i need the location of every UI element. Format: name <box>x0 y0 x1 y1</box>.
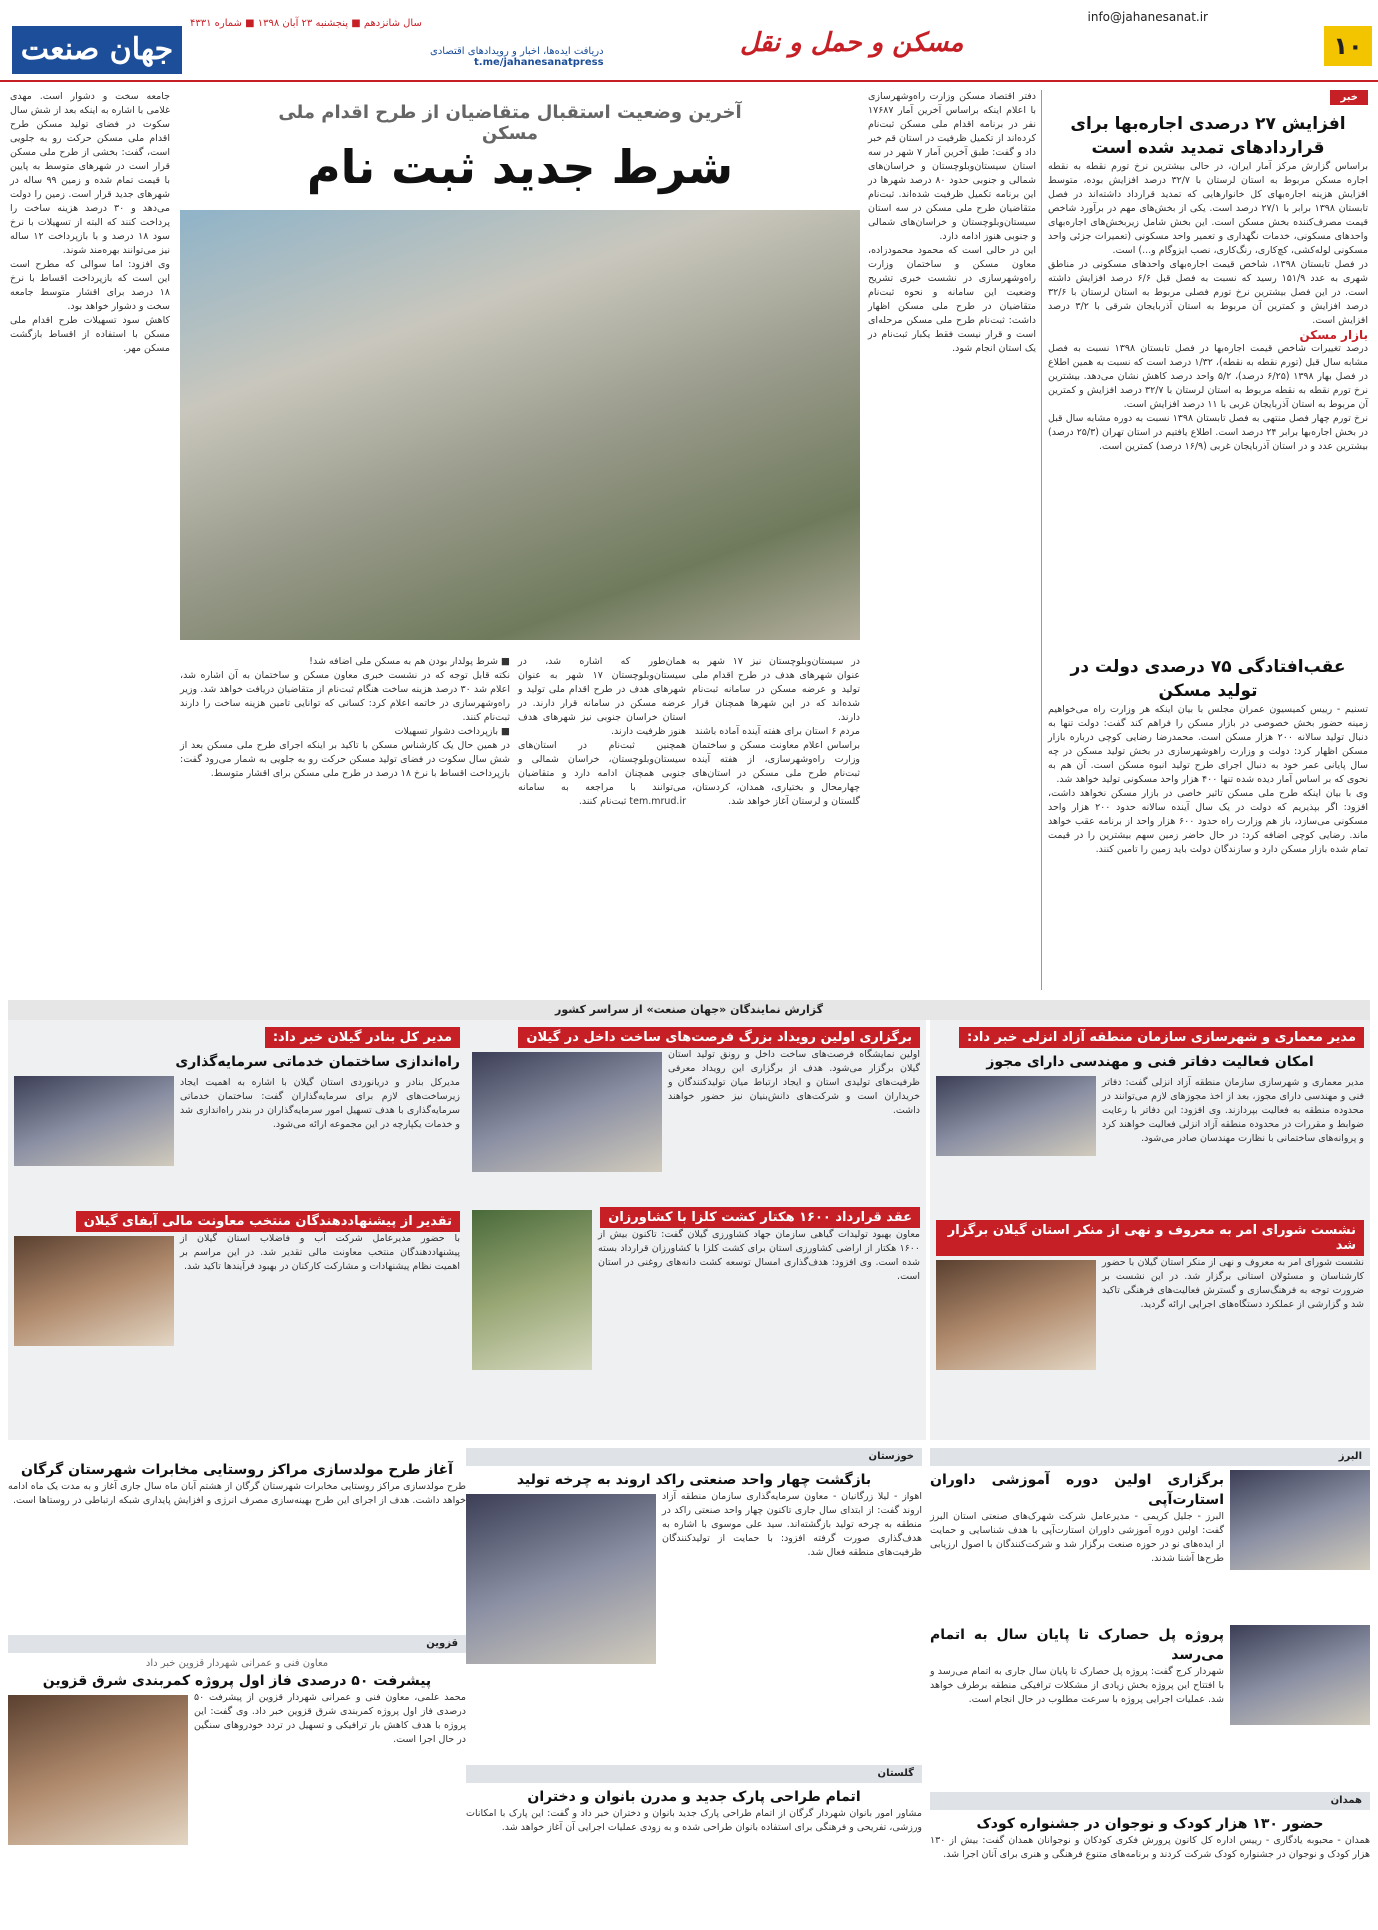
region-khuzestan: خوزستان <box>466 1448 922 1466</box>
grey-middle-bar: برگزاری اولین رویداد بزرگ فرصت‌های ساخت داخل در گیلان <box>518 1027 920 1048</box>
region-golestan: گلستان <box>466 1765 922 1783</box>
bottom-middle-head: بازگشت چهار واحد صنعتی راکد اروند به چرخه تولید <box>516 1472 872 1488</box>
bottom-left-story-2 <box>8 1657 466 1927</box>
main-col-d <box>518 655 686 985</box>
main-col-c <box>692 655 860 985</box>
region-hamedan: همدان <box>930 1792 1370 1810</box>
right-subhead: بازار مسکن <box>1299 328 1368 342</box>
right-body-5: تسنیم - رییس کمیسیون عمران مجلس با بیان اینکه هر وزارت راه می‌خواهیم زمینه حضور بخش خصوصی در بازار مسکن را فراهم کند گفت: دولت تنها به دنبال تولید سالانه ۲۰۰ هزار مسکن است. محمدرضا رضایی کوچی درباره بازار مسکن اظهار کرد: دولت و وزارت راهوشهرسازی در بخش تولید مسکن در چه سال پایانی عمر خود به دنبال اجرای طرح تولید انبوه مسکن است. آن هم به نحوی که بر اساس آمار دیده شده تنها ۴۰۰ هزار واحد مسکونی تولید خواهد شد. <box>1044 704 1368 785</box>
bottom-right-body-2: شهردار کرج گفت: پروژه پل حصارک تا پایان سال جاری به اتمام می‌رسد و با افتتاح این پروژه بخش زیادی از مشکلات ترافیکی منطقه برطرف خواهد شد. عملیات اجرایی پروژه با سرعت مطلوب در حال انجام است. <box>926 1666 1224 1705</box>
right-body-1: براساس گزارش مرکز آمار ایران، در حالی بیشترین نرخ تورم نقطه به نقطه اجاره مسکن مربوط به استان لرستان با ۳۲/۷ درصد افزایش بوده، متوسط افزایش هزینه اجاره‌بهای کل خانوارهایی که تمدید قرارداد داشته‌اند در فصل تابستان ۱۳۹۸ برابر با ۲۷/۱ درصد است. یکی از بخش‌های مهم در برآورد شاخص قیمت مصرف‌کننده بخش مسکن است. این بخش شامل زیربخش‌های اجاره‌بهای واحدهای مسکونی، خدمات نگهداری و تعمیر واحد مسکونی (تعمیرات جزئی واحد مسکونی لوله‌کشی، کچ‌کاری، رنگ‌کاری، نصب ایزوگام و...) است. <box>1044 161 1369 256</box>
bottom-middle-body: اهواز - لیلا زرگانیان - معاون سرمایه‌گذاری سازمان منطقه آزاد اروند گفت: از ابتدای سال جاری تاکنون چهار واحد صنعتی راکد در منطقه به چرخه تولید بازگشته‌اند. سید علی موسوی با اشاره به هدف‌گذاری صورت گرفته افزود: با حمایت از تولیدکنندگان ظرفیت‌های منطقه فعال شد. <box>658 1491 922 1558</box>
middle-photo-2 <box>472 1210 592 1370</box>
bottom-middle-head-2: اتمام طراحی پارک جدید و مدرن بانوان و دختران <box>527 1789 861 1805</box>
region-qazvin: قزوین <box>8 1635 466 1653</box>
section-title: مسکن و حمل و نقل <box>740 28 964 58</box>
alborz-photo <box>1230 1470 1370 1570</box>
grey-box-left <box>8 1020 466 1440</box>
grey-left-bar: مدیر کل بنادر گیلان خبر داد: <box>265 1027 460 1048</box>
bottom-right-head-2: پروژه پل حصارک تا پایان سال به اتمام می‌رسد <box>930 1627 1224 1663</box>
column-divider <box>1041 90 1042 990</box>
page-header <box>0 0 1378 82</box>
right-body-4: نرخ تورم چهار فصل منتهی به فصل تابستان ۱۳۹۸ نسبت به دوره مشابه سال قبل در بخش اجاره‌بها برابر ۲۴ درصد است. اطلاع یافتیم در استان تهران (۲۵/۳ درصد) بیشترین عدد و در استان آذربایجان غربی (۱۶/۹ درصد) کمترین است. <box>1044 413 1368 452</box>
grey-left-body-2: با حضور مدیرعامل شرکت آب و فاضلاب استان گیلان از پیشنهاددهندگان منتخب معاونت مالی تقدیر شد. در این مراسم بر اهمیت نظام پیشنهادات و مشارکت کارکنان در بهبود فرآیندها تاکید شد. <box>176 1233 460 1272</box>
bottom-right-story-1 <box>926 1470 1370 1620</box>
email-address[interactable]: info@jahanesanat.ir <box>1087 10 1208 24</box>
page-number: ۱۰ <box>1324 26 1372 66</box>
grey-right-head: امکان فعالیت دفاتر فنی و مهندسی دارای مجوز <box>986 1054 1314 1070</box>
bottom-middle-story-1 <box>466 1470 922 1760</box>
grey-middle-body-2: معاون بهبود تولیدات گیاهی سازمان جهاد کشاورزی گیلان گفت: تاکنون بیش از ۱۶۰۰ هکتار از اراضی کشاورزی استان برای کشت کلزا با کشاورزان قرارداد بسته شده است. وی افزود: هدف‌گذاری امسال توسعه کشت دانه‌های روغنی در استان است. <box>594 1229 920 1282</box>
bottom-left-body: طرح مولدسازی مراکز روستایی مخابرات شهرستان گرگان از هشتم آبان ماه سال جاری آغاز و به مدت یک ماه ادامه خواهد داشت. هدف از اجرای این طرح بهینه‌سازی مصرف انرژی و افزایش پایداری شبکه ارتباطی در روستاها است. <box>4 1481 466 1506</box>
grey-right-bar: مدیر معماری و شهرسازی سازمان منطقه آزاد انزلی خبر داد: <box>959 1027 1364 1048</box>
main-col-c-text: در سیستان‌وبلوچستان نیز ۱۷ شهر به عنوان شهرهای هدف در طرح اقدام ملی تولید و عرضه مسکن در سامانه ثبت‌نام شده‌اند که در این شهرها همچنان قرار دارند. مردم ۶ استان برای هفته آینده آماده باشند براساس اعلام معاونت مسکن و ساختمان وزارت راه‌وشهرسازی، از هفته آینده ثبت‌نام طرح ملی مسکن در استان‌های چهارمحال و بختیاری، همدان، کردستان، گلستان و لرستان آغاز خواهد شد. <box>692 656 860 807</box>
main-col-b <box>10 90 170 990</box>
issue-meta: سال شانزدهم ■ پنجشنبه ۲۳ آبان ۱۳۹۸ ■ شماره ۴۳۳۱ <box>190 18 422 29</box>
bottom-right-body-3: همدان - محبوبه یادگاری - رییس اداره کل کانون پرورش فکری کودکان و نوجوانان همدان گفت: بیش از ۱۳۰ هزار کودک و نوجوان در جشنواره کودک شرکت کردند و برنامه‌های متنوع فرهنگی و هنری برای آنان اجرا شد. <box>926 1835 1370 1860</box>
region-alborz: البرز <box>930 1448 1370 1466</box>
bottom-left-kicker: معاون فنی و عمرانی شهردار قزوین خبر داد <box>145 1658 329 1669</box>
main-col-b-text: جامعه سخت و دشوار است. مهدی غلامی با اشاره به اینکه بعد از شش سال سکوت در فضای تولید مسکن طرح اقدام ملی مسکن حرکت رو به جلویی است، گفت: بخشی از طرح ملی مسکن قرار است در شهرهای متوسط به پایین با قیمت تمام شده و زمین ۹۹ ساله در شهرهای جدید قرار است. زمین را دولت می‌دهد و ۳۰ درصد هزینه ساخت را پرداخت کنند که البته از تسهیلات با نرخ سود ۱۸ درصد و با بازپرداخت ۱۲ ساله نیز می‌توانند بهره‌مند شوند. وی افزود: اما سوالی که مطرح است این است که بازپرداخت اقساط با نرخ ۱۸ درصد برای اقشار متوسط جامعه سخت و دشوار خواهد بود. کاهش سود تسهیلات طرح اقدام ملی مسکن با استفاده از اقساط بازگشت مسکن مهر. <box>10 91 170 354</box>
bottom-right-story-3 <box>926 1814 1370 1924</box>
khuzestan-photo <box>466 1494 656 1664</box>
reports-band: گزارش نمایندگان «جهان صنعت» از سراسر کشور <box>8 1000 1370 1020</box>
grey-left-bar-2: تقدیر از پیشنهاددهندگان منتخب معاونت مالی آبفای گیلان <box>76 1211 460 1232</box>
right-photo-2 <box>936 1260 1096 1370</box>
karaj-photo <box>1230 1625 1370 1725</box>
grey-right-body-2: نشست شورای امر به معروف و نهی از منکر استان گیلان با حضور کارشناسان و مسئولان استانی برگزار شد. در این نشست بر ضرورت توجه به فرهنگ‌سازی و گسترش فعالیت‌های فرهنگی تاکید شد و گزارشی از عملکرد دستگاه‌های اجرایی ارائه گردید. <box>1098 1257 1364 1310</box>
main-col-e <box>180 655 510 985</box>
bottom-left-head: آغاز طرح مولدسازی مراکز روستایی مخابرات شهرستان گرگان <box>21 1462 453 1478</box>
bottom-left-head-2: پیشرفت ۵۰ درصدی فاز اول پروژه کمربندی شرق قزوین <box>42 1673 432 1689</box>
city-buildings-photo <box>180 210 860 640</box>
main-col-a-text: دفتر اقتصاد مسکن وزارت راه‌وشهرسازی با اعلام اینکه براساس آخرین آمار ۱۷۶۸۷ نفر در برنامه اقدام ملی مسکن ثبت‌نام کرده‌اند از تکمیل ظرفیت در استان قم خبر داد و گفت: طبق آخرین آمار ۷ شهر در سه استان سیستان‌وبلوچستان و خراسان‌های شمالی و جنوبی حدود ۸۰ درصد شهرها در این برنامه تکمیل ظرفیت شده‌اند. ثبت‌نام متقاضیان طرح ملی مسکن در سه استان سیستان‌وبلوچستان و خراسان‌های شمالی و جنوبی هنوز ادامه دارد. این در حالی است که محمود محمودزاده، معاون مسکن و ساختمان وزارت راه‌وشهرسازی در نشست خبری تشریح وضعیت این سامانه و نحوه ثبت‌نام متقاضیان در طرح ملی مسکن اظهار داشت: ثبت‌نام طرح ملی مسکن مرحله‌ای است و قرار نیست فقط یکبار ثبت‌نام در یک استان انجام شود. <box>868 91 1037 354</box>
right-column-story <box>1044 112 1369 652</box>
right-photo-1 <box>936 1076 1096 1156</box>
telegram-link[interactable]: t.me/jahanesanatpress <box>474 57 604 68</box>
telegram-note <box>430 46 604 68</box>
grey-right-bar-2: نشست شورای امر به معروف و نهی از منکر استان گیلان برگزار شد <box>936 1220 1364 1256</box>
grey-left-head: راه‌اندازی ساختمان خدماتی سرمایه‌گذاری <box>175 1054 460 1070</box>
left-photo-2 <box>14 1236 174 1346</box>
right-body-3: درصد تغییرات شاخص قیمت اجاره‌بها در فصل تابستان ۱۳۹۸ نسبت به فصل مشابه سال قبل (تورم نقطه به نقطه)، ۱/۳۲ درصد است که نسبت به همین اطلاع در فصل بهار ۱۳۹۸ (۶/۲۵ درصد)، ۵/۲ واحد درصد کاهش نشان می‌دهد. بیشترین نرخ تورم نقطه به نقطه مربوط به استان لرستان با ۳۲/۷ درصد افزایش و کمترین آن مربوط به استان آذربایجان غربی با ۱۱ درصد افزایش است. <box>1044 343 1369 410</box>
main-col-d-text: همان‌طور که اشاره شد، در سیستان‌وبلوچستان ۱۷ شهر به عنوان شهرهای هدف در طرح اقدام ملی تولید و عرضه مسکن در سامانه قرار دارند. در استان خراسان جنوبی نیز شهرهای هدف هنوز ظرفیت دارند. همچنین ثبت‌نام در استان‌های سیستان‌وبلوچستان، خراسان شمالی و جنوبی همچنان ادامه دارد و متقاضیان می‌توانند با مراجعه به سامانه tem.mrud.ir ثبت‌نام کنند. <box>518 656 687 807</box>
right-headline-2: عقب‌افتادگی ۷۵ درصدی دولت در تولید مسکن <box>1070 657 1346 701</box>
news-tag: خبر <box>1330 90 1368 105</box>
right-body-2: در فصل تابستان ۱۳۹۸، شاخص قیمت اجاره‌بهای واحدهای مسکونی در مناطق شهری به عدد ۱۵۱/۹ رسید که نسبت به فصل قبل ۶/۶ درصد افزایش داشته است. در این فصل بیشترین نرخ تورم فصلی مربوط به استان لرستان با ۳۲/۶ درصد افزایش و کمترین آن مربوط به استان آذربایجان شرقی با ۳/۲ درصد افزایش است. <box>1044 259 1368 326</box>
grey-middle-body: اولین نمایشگاه فرصت‌های ساخت داخل و رونق تولید استان گیلان برگزار می‌شود. هدف از برگزاری این رویداد معرفی ظرفیت‌های تولیدی استان و ایجاد ارتباط میان تولیدکنندگان و خریداران است و شرکت‌های دانش‌بنیان نیز حضور خواهند داشت. <box>664 1049 921 1116</box>
telegram-note-text: دریافت ایده‌ها، اخبار و رویدادهای اقتصادی <box>430 46 604 57</box>
grey-box-middle <box>466 1020 926 1440</box>
main-col-a <box>868 90 1036 650</box>
grey-middle-bar-2: عقد قرارداد ۱۶۰۰ هکتار کشت کلزا با کشاورزان <box>600 1207 920 1228</box>
bottom-right-head-3: حضور ۱۳۰ هزار کودک و نوجوان در جشنواره کودک <box>976 1816 1324 1832</box>
right-column-story-2 <box>1044 655 1369 985</box>
grey-left-body: مدیرکل بنادر و دریانوردی استان گیلان با اشاره به اهمیت ایجاد زیرساخت‌های لازم برای سرمایه‌گذاران گفت: ساختمان خدماتی سرمایه‌گذاری با هدف تسهیل امور سرمایه‌گذاران در بندر راه‌اندازی شد و خدمات یکپارچه در این مجموعه ارائه می‌شود. <box>176 1077 460 1130</box>
right-headline: افزایش ۲۷ درصدی اجاره‌بها برای قراردادهای تمدید شده است <box>1070 114 1346 158</box>
bottom-right-head: برگزاری اولین دوره آموزشی داوران استارت‌آپی <box>930 1472 1224 1508</box>
main-col-e-text: ■ شرط پولدار بودن هم به مسکن ملی اضافه شد! نکته قابل توجه که در نشست خبری معاون مسکن و ساختمان به آن اشاره شد، اعلام شد ۳۰ درصد هزینه ساخت هنگام ثبت‌نام از متقاضیان دریافت خواهد شد. وزیر راه‌وشهرسازی در خاتمه اعلام کرد: کسانی که توانایی تامین هزینه ساخت را دارند ثبت‌نام کنند. ■ بازپرداخت دشوار تسهیلات در همین حال یک کارشناس مسکن با تاکید بر اینکه اجرای طرح ملی مسکن بعد از شش سال سکوت در فضای تولید مسکن حرکت رو به جلویی به شمار می‌رود گفت: بازپرداخت اقساط با نرخ ۱۸ درصد در طرح ملی مسکن برای اقشار متوسط. <box>180 656 510 779</box>
bottom-left-body-2: محمد علمی، معاون فنی و عمرانی شهردار قزوین از پیشرفت ۵۰ درصدی فاز اول پروژه کمربندی شرق قزوین خبر داد. وی گفت: این پروژه با هدف کاهش بار ترافیکی و تسهیل در تردد خودروهای سنگین در حال اجرا است. <box>190 1692 466 1745</box>
right-body-6: وی با بیان اینکه طرح ملی مسکن تاثیر خاصی در بازار مسکن نخواهد داشت، افزود: اگر بپذیریم که دولت در یک سال آینده سالانه حدود ۲۰۰ هزار واحد مسکونی می‌سازد، باز هم وزارت راه حدود ۶۰۰ هزار واحد از برنامه عقب خواهد ماند. رضایی کوچی اضافه کرد: در حال حاضر زمین سهم بیشترین را در قیمت تمام شده بازار مسکن دارد و سازندگان دولت باید زمین را تامین کنند. <box>1044 788 1369 855</box>
middle-photo-1 <box>472 1052 662 1172</box>
main-kicker: آخرین وضعیت استقبال متقاضیان از طرح اقدام ملی مسکن <box>278 102 742 144</box>
grey-right-body: مدیر معماری و شهرسازی سازمان منطقه آزاد انزلی گفت: دفاتر فنی و مهندسی دارای مجوز، بعد از اخذ مجوزهای لازم می‌توانند در محدوده منطقه به فعالیت بپردازند. وی افزود: این دفاتر با رعایت ضوابط و مقررات در محدوده منطقه آزاد انزلی فعالیت خواهند کرد و پروانه‌های ساختمانی با نظارت مهندسان صادر می‌شود. <box>1098 1077 1364 1144</box>
bottom-middle-story-2 <box>462 1787 922 1927</box>
newspaper-logo: جهان صنعت <box>12 26 182 74</box>
bottom-right-body: البرز - جلیل کریمی - مدیرعامل شرکت شهرک‌های صنعتی استان البرز گفت: اولین دوره آموزشی داوران استارت‌آپی با هدف شناسایی و حمایت از ایده‌های نو در حوزه صنعت برگزار شد و شرکت‌کنندگان با اصول ارزیابی طرح‌ها آشنا شدند. <box>926 1511 1225 1564</box>
bottom-left-story-1 <box>4 1460 466 1630</box>
bottom-right-story-2 <box>926 1625 1370 1785</box>
main-title: شرط جدید ثبت نام <box>306 140 734 194</box>
left-photo-1 <box>14 1076 174 1166</box>
bottom-middle-body-2: مشاور امور بانوان شهردار گرگان از اتمام طراحی پارک جدید بانوان و دختران خبر داد و گفت: این پارک با امکانات ورزشی، تفریحی و فرهنگی برای استفاده بانوان طراحی شده و به زودی عملیات اجرایی آن آغاز خواهد شد. <box>462 1808 922 1833</box>
grey-box-right <box>930 1020 1370 1440</box>
qazvin-photo <box>8 1695 188 1845</box>
